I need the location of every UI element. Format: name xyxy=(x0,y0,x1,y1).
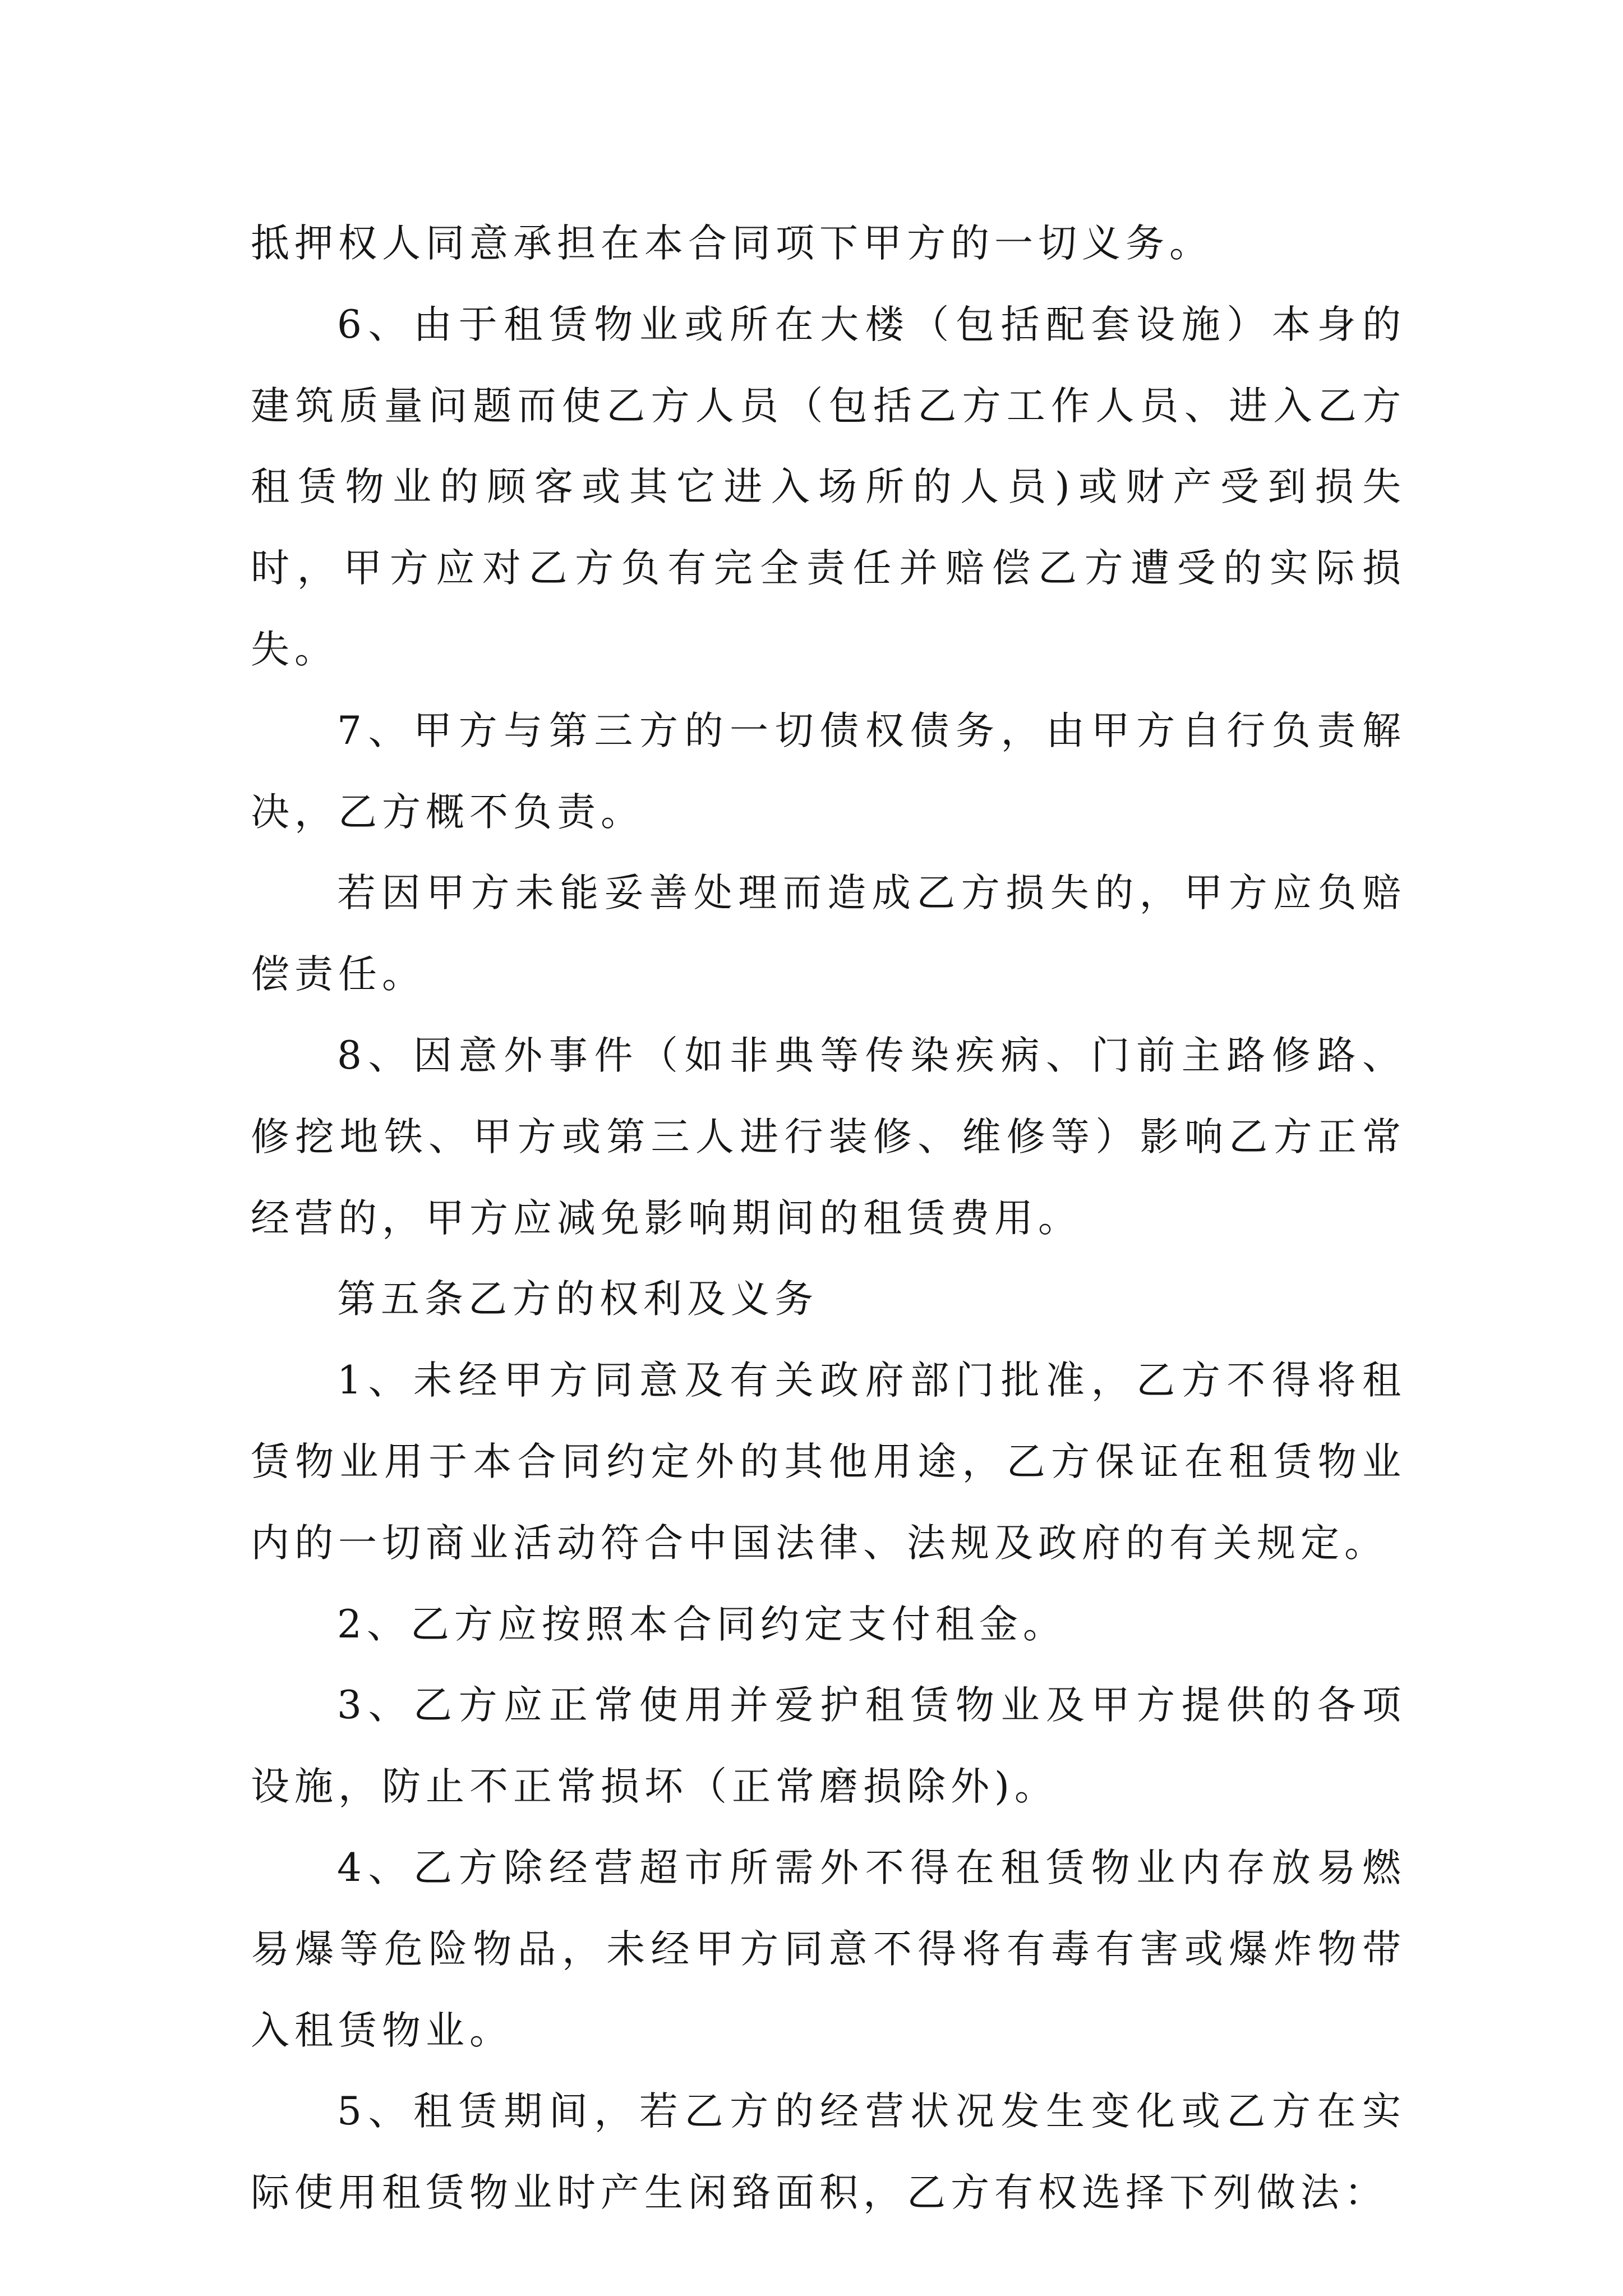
paragraph-article-5-item-4: 4、乙方除经营超市所需外不得在租赁物业内存放易燃易爆等危险物品，未经甲方同意不得将有毒有害或爆炸物带入租赁物业。 xyxy=(251,1845,1406,2053)
paragraph-article-5-item-3: 3、乙方应正常使用并爱护租赁物业及甲方提供的各项设施，防止不正常损坏（正常磨损除外)。 xyxy=(251,1683,1406,1810)
paragraph-article-5-item-1: 1、未经甲方同意及有关政府部门批准，乙方不得将租赁物业用于本合同约定外的其他用途，乙方保证在租赁物业内的一切商业活动符合中国法律、法规及政府的有关规定。 xyxy=(251,1358,1406,1566)
paragraph-article-5-item-5: 5、租赁期间，若乙方的经营状况发生变化或乙方在实际使用租赁物业时产生闲臵面积，乙方有权选择下列做法： xyxy=(251,2089,1406,2216)
paragraph-clause-7: 7、甲方与第三方的一切债权债务，由甲方自行负责解决，乙方概不负责。 xyxy=(251,708,1406,835)
contract-text-body xyxy=(251,203,1406,2234)
section-heading-article-5: 第五条乙方的权利及义务 xyxy=(337,1277,818,1322)
paragraph-article-5-item-2: 2、乙方应按照本合同约定支付租金。 xyxy=(337,1602,1067,1647)
paragraph-clause-7-compensation: 若因甲方未能妥善处理而造成乙方损失的，甲方应负赔偿责任。 xyxy=(251,871,1406,997)
paragraph-clause-8: 8、因意外事件（如非典等传染疾病、门前主路修路、修挖地铁、甲方或第三人进行装修、维修等）影响乙方正常经营的，甲方应减免影响期间的租赁费用。 xyxy=(251,1033,1406,1241)
paragraph-clause-6: 6、由于租赁物业或所在大楼（包括配套设施）本身的建筑质量问题而使乙方人员（包括乙方工作人员、进入乙方租赁物业的顾客或其它进入场所的人员)或财产受到损失时，甲方应对乙方负有完全责任并赔偿乙方遭受的实际损失。 xyxy=(251,302,1406,672)
paragraph-continuation: 抵押权人同意承担在本合同项下甲方的一切义务。 xyxy=(251,221,1213,266)
